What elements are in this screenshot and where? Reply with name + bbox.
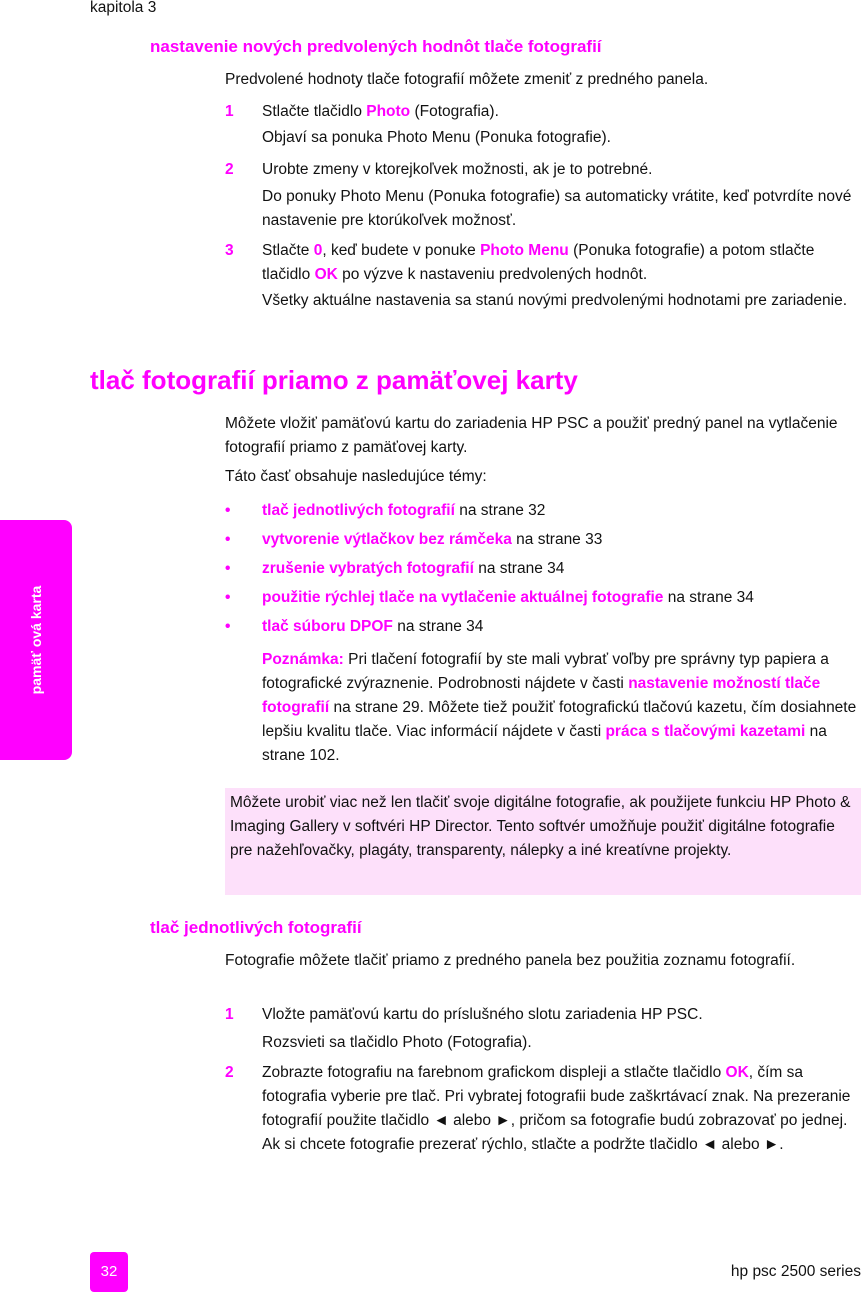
tip-text: Môžete urobiť viac než len tlačiť svoje digitálne fotografie, ak použijete funkciu HP Photo & Imaging Gallery v softvéri HP Director. Tento softvér umožňuje použiť digitálne fotografie pre nažehľovačky, plagáty, transparenty, nálepky a iné kreatívne projekty. <box>230 794 851 859</box>
step-number: 2 <box>225 1064 234 1081</box>
topic-link[interactable]: vytvorenie výtlačkov bez rámčeka <box>262 531 512 548</box>
paragraph: Predvolené hodnoty tlače fotografií môžete zmeniť z predného panela. <box>225 71 709 88</box>
left-arrow-icon: ◄ <box>702 1136 718 1153</box>
note-link[interactable]: práca s tlačovými kazetami <box>605 723 806 740</box>
paragraph: Fotografie môžete tlačiť priamo z predného panela bez použitia zoznamu fotografií. <box>225 952 796 969</box>
topic-item: vytvorenie výtlačkov bez rámčeka na strane 33 <box>262 531 603 548</box>
note: Poznámka: Pri tlačení fotografií by ste mali vybrať voľby pre správny typ papiera a fotografické zvýraznenie. Podrobnosti nájdete v časti nastavenie možností tlače fotografií na strane 29. Môžete tiež použiť fotografickú tlačovú kazetu, čím dosiahnete lepšiu kvalitu tlače. Viac informácií nájdete v časti práca s tlačovými kazetami na strane 102. <box>262 651 857 764</box>
topic-item: tlač súboru DPOF na strane 34 <box>262 618 484 635</box>
step-text: Stlačte tlačidlo Photo (Fotografia). <box>262 103 499 120</box>
chapter-label: kapitola 3 <box>90 0 157 16</box>
step-number: 2 <box>225 161 234 178</box>
step-text: Urobte zmeny v ktorejkoľvek možnosti, ak je to potrebné. <box>262 161 653 178</box>
step-result: Všetky aktuálne nastavenia sa stanú novými predvolenými hodnotami pre zariadenie. <box>262 292 848 309</box>
step-text: Stlačte 0, keď budete v ponuke Photo Menu (Ponuka fotografie) a potom stlačte tlačidlo OK po výzve k nastaveniu predvolených hodnôt. <box>262 242 815 283</box>
bullet: • <box>225 589 231 606</box>
bullet: • <box>225 560 231 577</box>
section-heading: nastavenie nových predvolených hodnôt tlače fotografií <box>150 37 602 56</box>
right-arrow-icon: ► <box>495 1112 511 1129</box>
note-link[interactable]: nastavenie možností tlače fotografií <box>262 675 821 716</box>
paragraph: Táto časť obsahuje nasledujúce témy: <box>225 468 487 485</box>
product-name: hp psc 2500 series <box>730 1263 861 1280</box>
step-result: Rozsvieti sa tlačidlo Photo (Fotografia). <box>262 1034 532 1051</box>
topic-item: použitie rýchlej tlače na vytlačenie aktuálnej fotografie na strane 34 <box>262 589 754 606</box>
chapter-section-heading: tlač fotografií priamo z pamäťovej karty <box>90 365 578 395</box>
topic-item: zrušenie vybratých fotografií na strane 34 <box>262 560 565 577</box>
section-heading: tlač jednotlivých fotografií <box>150 918 362 937</box>
step-text: Vložte pamäťovú kartu do príslušného slotu zariadenia HP PSC. <box>262 1006 703 1023</box>
topic-link[interactable]: zrušenie vybratých fotografií <box>262 560 474 577</box>
page-number: 32 <box>90 1252 128 1292</box>
paragraph: Môžete vložiť pamäťovú kartu do zariadenia HP PSC a použiť predný panel na vytlačenie fotografií priamo z pamäťovej karty. <box>225 415 838 456</box>
side-tab <box>0 520 72 760</box>
step-result: Objaví sa ponuka Photo Menu (Ponuka fotografie). <box>262 129 611 146</box>
right-arrow-icon: ► <box>763 1136 780 1153</box>
left-arrow-icon: ◄ <box>433 1112 449 1129</box>
step-number: 3 <box>225 242 234 259</box>
step-number: 1 <box>225 103 234 120</box>
side-tab-label: pamäť ová karta <box>28 585 44 695</box>
topic-link[interactable]: použitie rýchlej tlače na vytlačenie aktuálnej fotografie <box>262 589 664 606</box>
topic-link[interactable]: tlač jednotlivých fotografií <box>262 502 455 519</box>
step-result: Do ponuky Photo Menu (Ponuka fotografie) sa automaticky vrátite, keď potvrdíte nové nastavenie pre ktorúkoľvek možnosť. <box>262 188 852 229</box>
tip-box <box>225 788 861 895</box>
bullet: • <box>225 618 231 635</box>
topic-link[interactable]: tlač súboru DPOF <box>262 618 393 635</box>
step-number: 1 <box>225 1006 234 1023</box>
topic-item: tlač jednotlivých fotografií na strane 32 <box>262 502 546 519</box>
step-text: Zobrazte fotografiu na farebnom grafickom displeji a stlačte tlačidlo OK, čím sa fotografia vyberie pre tlač. Pri vybratej fotografii bude zaškrtávací znak. Na prezeranie fotografií použite tlačidlo ◄ alebo ►, pričom sa fotografie budú zobrazovať po jednej. Ak si chcete fotografie prezerať rýchlo, stlačte a podržte tlačidlo ◄ alebo ►. <box>262 1064 851 1153</box>
bullet: • <box>225 502 231 519</box>
bullet: • <box>225 531 231 548</box>
